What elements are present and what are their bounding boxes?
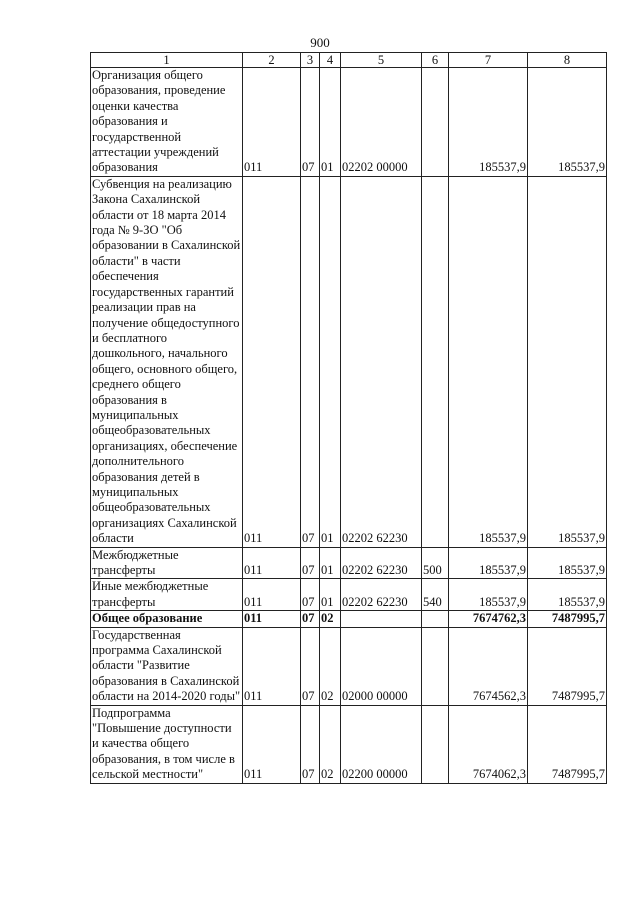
row-name-cell: Организация общего образования, проведение оценки качества образования и государственной аттестации учреждений образования — [91, 68, 243, 177]
header-col-5: 5 — [341, 53, 422, 68]
section-code-cell: 07 — [301, 611, 320, 627]
table-row — [91, 176, 607, 547]
amount-col7-cell: 185537,9 — [449, 68, 528, 177]
header-col-4: 4 — [320, 53, 341, 68]
amount-col7-cell: 7674562,3 — [449, 627, 528, 705]
table-row — [91, 611, 607, 627]
section-code-cell: 07 — [301, 579, 320, 611]
ministry-code-cell: 011 — [243, 627, 301, 705]
section-code-cell: 07 — [301, 705, 320, 783]
amount-col7-cell: 185537,9 — [449, 176, 528, 547]
target-article-cell: 02202 00000 — [341, 68, 422, 177]
header-col-6: 6 — [422, 53, 449, 68]
row-name-cell: Межбюджетные трансферты — [91, 547, 243, 579]
header-col-1: 1 — [91, 53, 243, 68]
subsection-code-cell: 01 — [320, 176, 341, 547]
subsection-code-cell: 02 — [320, 705, 341, 783]
subsection-code-cell: 02 — [320, 627, 341, 705]
section-code-cell: 07 — [301, 176, 320, 547]
table-row — [91, 68, 607, 177]
amount-col8-cell: 185537,9 — [528, 579, 607, 611]
expense-type-cell: 500 — [422, 547, 449, 579]
header-col-2: 2 — [243, 53, 301, 68]
budget-table — [90, 52, 607, 784]
table-row — [91, 627, 607, 705]
target-article-cell: 02202 62230 — [341, 176, 422, 547]
table-row — [91, 579, 607, 611]
row-name-cell: Государственная программа Сахалинской области "Развитие образования в Сахалинской области на 2014-2020 годы" — [91, 627, 243, 705]
page-number: 900 — [310, 35, 330, 50]
row-name-cell: Общее образование — [91, 611, 243, 627]
expense-type-cell — [422, 627, 449, 705]
target-article-cell — [341, 611, 422, 627]
row-name-cell: Иные межбюджетные трансферты — [91, 579, 243, 611]
amount-col7-cell: 185537,9 — [449, 579, 528, 611]
amount-col8-cell: 185537,9 — [528, 68, 607, 177]
expense-type-cell — [422, 68, 449, 177]
amount-col7-cell: 7674062,3 — [449, 705, 528, 783]
target-article-cell: 02200 00000 — [341, 705, 422, 783]
table-row — [91, 547, 607, 579]
target-article-cell: 02000 00000 — [341, 627, 422, 705]
expense-type-cell — [422, 176, 449, 547]
subsection-code-cell: 02 — [320, 611, 341, 627]
row-name-cell: Подпрограмма "Повышение доступности и качества общего образования, в том числе в сельской местности" — [91, 705, 243, 783]
amount-col7-cell: 185537,9 — [449, 547, 528, 579]
ministry-code-cell: 011 — [243, 68, 301, 177]
amount-col8-cell: 7487995,7 — [528, 611, 607, 627]
section-code-cell: 07 — [301, 547, 320, 579]
ministry-code-cell: 011 — [243, 611, 301, 627]
amount-col8-cell: 185537,9 — [528, 547, 607, 579]
target-article-cell: 02202 62230 — [341, 547, 422, 579]
amount-col8-cell: 7487995,7 — [528, 705, 607, 783]
header-col-3: 3 — [301, 53, 320, 68]
amount-col8-cell: 7487995,7 — [528, 627, 607, 705]
ministry-code-cell: 011 — [243, 176, 301, 547]
expense-type-cell — [422, 611, 449, 627]
expense-type-cell: 540 — [422, 579, 449, 611]
header-row — [91, 53, 607, 68]
ministry-code-cell: 011 — [243, 705, 301, 783]
amount-col8-cell: 185537,9 — [528, 176, 607, 547]
header-col-7: 7 — [449, 53, 528, 68]
section-code-cell: 07 — [301, 68, 320, 177]
row-name-cell: Субвенция на реализацию Закона Сахалинской области от 18 марта 2014 года № 9-ЗО "Об образовании в Сахалинской области" в части обеспечения государственных гарантий реализации прав на получение общедоступного и бесплатного дошкольного, начального общего, основного общего, среднего общего образования в муниципальных общеобразовательных организациях, обеспечение дополнительного образования детей в муниципальных общеобразовательных организациях Сахалинской области — [91, 176, 243, 547]
amount-col7-cell: 7674762,3 — [449, 611, 528, 627]
table-row — [91, 705, 607, 783]
section-code-cell: 07 — [301, 627, 320, 705]
subsection-code-cell: 01 — [320, 547, 341, 579]
target-article-cell: 02202 62230 — [341, 579, 422, 611]
subsection-code-cell: 01 — [320, 579, 341, 611]
ministry-code-cell: 011 — [243, 547, 301, 579]
ministry-code-cell: 011 — [243, 579, 301, 611]
header-col-8: 8 — [528, 53, 607, 68]
subsection-code-cell: 01 — [320, 68, 341, 177]
expense-type-cell — [422, 705, 449, 783]
